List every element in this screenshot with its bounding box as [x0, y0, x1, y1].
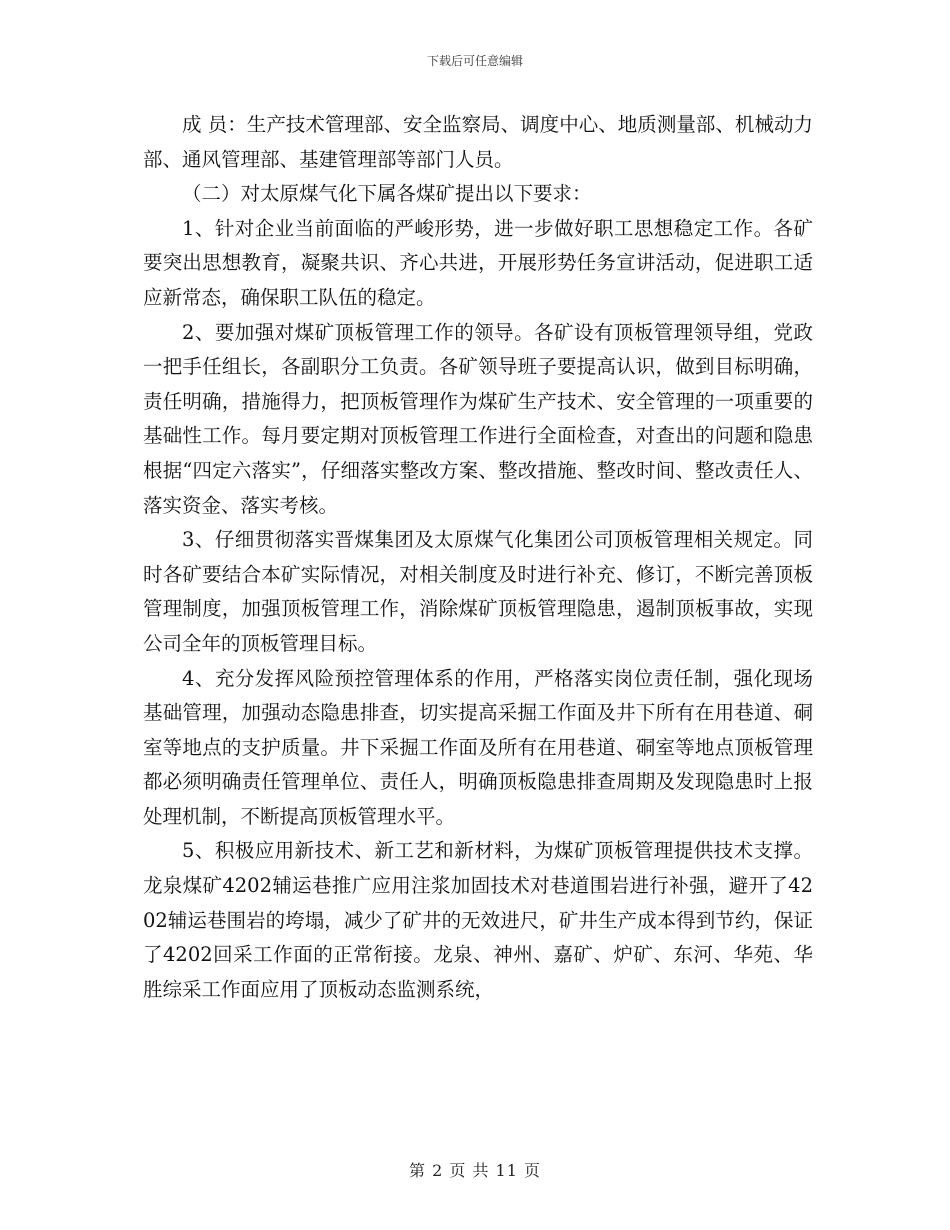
page-number-footer: 第 2 页 共 11 页 — [409, 1161, 541, 1180]
paragraph-item-5: 5、积极应用新技术、新工艺和新材料，为煤矿顶板管理提供技术支撑。龙泉煤矿4202辅运巷推广应用注浆加固技术对巷道围岩进行补强，避开了4202辅运巷围岩的垮塌，减少了矿井的无效进尺，矿井生产成本得到节约，保证了4202回采工作面的正常衔接。龙泉、神州、嘉矿、炉矿、东河、华苑、华胜综采工作面应用了顶板动态监测系统， — [143, 839, 813, 1001]
paragraph-item-4: 4、充分发挥风险预控管理体系的作用，严格落实岗位责任制，强化现场基础管理，加强动态隐患排查，切实提高采掘工作面及井下所有在用巷道、硐室等地点的支护质量。井下采掘工作面及所有在用巷道、硐室等地点顶板管理都必须明确责任管理单位、责任人，明确顶板隐患排查周期及发现隐患时上报处理机制，不断提高顶板管理水平。 — [143, 666, 813, 828]
paragraph-members: 成 员：生产技术管理部、安全监察局、调度中心、地质测量部、机械动力部、通风管理部、基建管理部等部门人员。 — [143, 113, 813, 171]
paragraph-item-1: 1、针对企业当前面临的严峻形势，进一步做好职工思想稳定工作。各矿要突出思想教育，凝聚共识、齐心共进，开展形势任务宣讲活动，促进职工适应新常态，确保职工队伍的稳定。 — [143, 216, 813, 309]
paragraph-section-heading: （二）对太原煤气化下属各煤矿提出以下要求： — [182, 182, 592, 206]
paragraph-item-2: 2、要加强对煤矿顶板管理工作的领导。各矿设有顶板管理领导组，党政一把手任组长，各副职分工负责。各矿领导班子要提高认识，做到目标明确，责任明确，措施得力，把顶板管理作为煤矿生产技术、安全管理的一项重要的基础性工作。每月要定期对顶板管理工作进行全面检查，对查出的问题和隐患根据“四定六落实”，仔细落实整改方案、整改措施、整改时间、整改责任人、落实资金、落实考核。 — [143, 320, 813, 517]
page-header-note: 下载后可任意编辑 — [426, 54, 523, 68]
document-body — [143, 108, 813, 1007]
paragraph-item-3: 3、仔细贯彻落实晋煤集团及太原煤气化集团公司顶板管理相关规定。同时各矿要结合本矿实际情况，对相关制度及时进行补充、修订，不断完善顶板管理制度，加强顶板管理工作，消除煤矿顶板管理隐患，遏制顶板事故，实现公司全年的顶板管理目标。 — [143, 528, 813, 655]
